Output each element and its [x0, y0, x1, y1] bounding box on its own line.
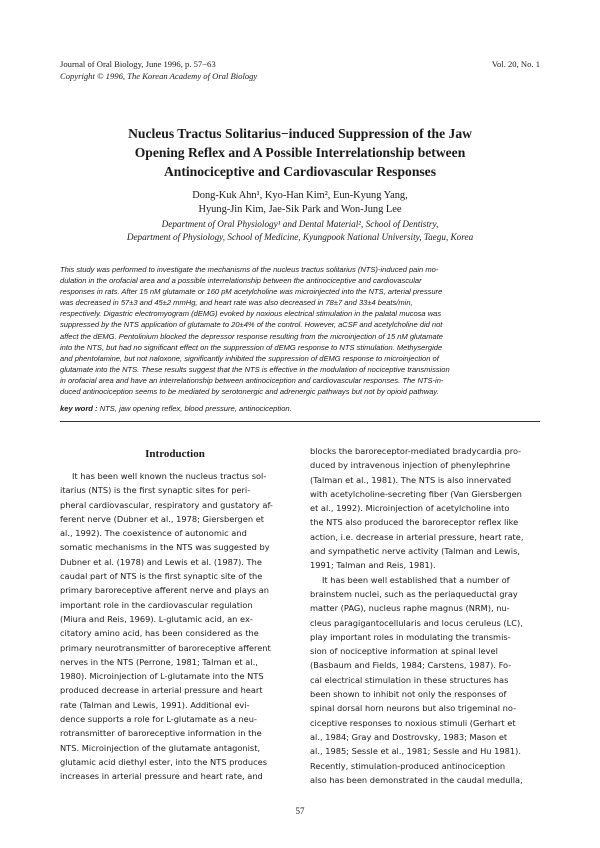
- text-line: affect the dEMG. Pentolinium blocked the depressor response resulting from the microinjection of 15 nM glutamate: [60, 331, 443, 341]
- text-line: important role in the cardiovascular regulation: [60, 599, 253, 610]
- text-line: spinal dorsal horn neurons but also trigeminal no-: [310, 703, 517, 714]
- text-line: responses in rats. After 15 nM glutamate or 160 pM acetylcholine was microinjected into the NTS, arterial pressure: [60, 287, 443, 297]
- keywords: [60, 403, 540, 414]
- author-line: Hyung-Jin Kim, Jae-Sik Park and Won-Jung Lee: [198, 204, 402, 215]
- text-line: 1980). Microinjection of L-glutamate into the NTS: [60, 671, 264, 682]
- author-list: [70, 189, 530, 217]
- text-line: also has been demonstrated in the caudal medulla,: [310, 774, 523, 785]
- text-line: brainstem nuclei, such as the periaqueductal gray: [310, 588, 518, 599]
- text-line: blocks the baroreceptor-mediated bradycardia pro-: [310, 446, 522, 456]
- affiliation-line: Department of Physiology, School of Medicine, Kyungpook National University, Taegu, Korea: [126, 232, 474, 242]
- text-line: 1991; Talman and Reis, 1981).: [310, 560, 436, 571]
- text-line: It has been well known the nucleus tractus sol-: [72, 471, 267, 481]
- text-line: produced decrease in arterial pressure and heart: [60, 685, 263, 696]
- text-line: and sympathetic nerve activity (Talman and Lewis,: [310, 546, 521, 557]
- affiliation-line: Department of Oral Physiology¹ and Dental Material², School of Dentistry,: [161, 219, 439, 229]
- text-line: suppressed by the NTS application of glutamate to 20±4% of the control. However, aCSF and acetylcholine did not: [60, 320, 443, 330]
- text-line: primary neurotransmitter of baroreceptive afferent: [60, 642, 271, 653]
- text-line: cleus paragigantocellularis and locus ceruleus (LC),: [310, 617, 523, 628]
- keywords-label: key word :: [60, 404, 98, 413]
- left-column: [60, 469, 290, 784]
- text-line: been shown to inhibit not only the responses of: [310, 689, 507, 700]
- running-header: [60, 58, 540, 82]
- paper-title: [70, 124, 530, 181]
- text-line: duced by intravenous injection of phenylephrine: [310, 460, 511, 471]
- text-line: glutamic acid diethyl ester, into the NTS produces: [60, 756, 267, 767]
- text-line: matter (PAG), nucleus raphe magnus (NRM), nu-: [310, 603, 510, 614]
- page-number: 57: [295, 806, 305, 816]
- text-line: the NTS also produced the baroreceptor reflex like: [310, 517, 519, 528]
- journal-citation: Journal of Oral Biology, June 1996, p. 57−63: [60, 59, 216, 69]
- text-line: dence supports a role for L-glutamate as a neu-: [60, 714, 257, 725]
- text-line: (Miura and Reis, 1969). L-glutamic acid, an ex-: [60, 613, 253, 624]
- text-line: with acetylcholine-secreting fiber (Van Giersbergen: [310, 488, 522, 499]
- author-line: Dong-Kuk Ahn¹, Kyo-Han Kim², Eun-Kyung Yang,: [192, 190, 408, 201]
- copyright-line: Copyright © 1996, The Korean Academy of Oral Biology: [60, 71, 258, 81]
- text-line: rotransmitter of baroreceptive information in the: [60, 728, 262, 739]
- text-line: dulation in the orofacial area and a possible interrelationship between the antinociceptive and cardiovascular: [60, 276, 422, 286]
- text-line: This study was performed to investigate the mechanisms of the nucleus tractus solitarius (NTS)-induced pain mo-: [60, 265, 439, 274]
- text-line: sion of nociceptive information at spinal level: [310, 646, 498, 657]
- section-heading-introduction: Introduction: [145, 448, 205, 460]
- text-line: rate (Talman and Lewis, 1991). Additional evi-: [60, 699, 250, 710]
- text-line: (Talman et al., 1981). The NTS is also innervated: [310, 474, 512, 485]
- text-line: somatic mechanisms in the NTS was suggested by: [60, 542, 270, 553]
- title-line: Antinociceptive and Cardiovascular Responses: [163, 164, 436, 179]
- text-line: increases in arterial pressure and heart rate, and: [60, 771, 263, 782]
- text-line: citatory amino acid, has been considered as the: [60, 628, 259, 639]
- text-line: It has been well established that a number of: [322, 574, 510, 585]
- text-line: action, i.e. decrease in arterial pressure, heart rate,: [310, 531, 524, 542]
- text-line: itarius (NTS) is the first synaptic sites for peri-: [60, 485, 251, 496]
- text-line: al., 1992). The coexistence of autonomic and: [60, 528, 247, 539]
- text-line: into the NTS, but had no significant effect on the suppression of dEMG response to NTS stimulation. Methysergide: [60, 342, 443, 352]
- text-line: duced antinociception seems to be mediated by serotonergic and adrenergic pathways but not by opioid pathway.: [60, 387, 439, 397]
- text-line: play important roles in modulating the transmis-: [310, 631, 511, 642]
- text-line: et al., 1992). Microinjection of acetylcholine into: [310, 503, 510, 514]
- text-line: NTS. Microinjection of the glutamate antagonist,: [60, 742, 261, 753]
- section-divider: [60, 421, 540, 422]
- text-line: ciceptive responses to noxious stimuli (Gerhart et: [310, 717, 516, 728]
- text-line: pheral cardiovascular, respiratory and gustatory af-: [60, 499, 273, 510]
- text-line: primary baroreceptive afferent nerve and plays an: [60, 585, 269, 596]
- text-line: al., 1985; Sessle et al., 1981; Sessle and Hu 1981).: [310, 746, 521, 757]
- text-line: caudal part of NTS is the first synaptic site of the: [60, 571, 263, 582]
- text-line: Recently, stimulation-produced antinociception: [310, 760, 506, 771]
- abstract: [60, 264, 540, 397]
- text-line: nerves in the NTS (Perrone, 1981; Talman et al.,: [60, 656, 258, 667]
- text-line: respectively. Digastric electromyogram (dEMG) evoked by noxious electrical stimulation in the palatal mucosa was: [60, 309, 442, 319]
- title-line: Nucleus Tractus Solitarius−induced Suppression of the Jaw: [128, 126, 472, 141]
- text-line: was decreased in 57±3 and 45±2 mmHg, and heart rate was also decreased in 78±7 and 33±4 beats/min,: [60, 298, 413, 308]
- title-line: Opening Reflex and A Possible Interrelationship between: [134, 145, 466, 160]
- text-line: cal electrical stimulation in these structures has: [310, 674, 509, 685]
- text-line: in orofacial area and have an interrelationship between antinociception and cardiovascular responses. The NTS-in-: [60, 375, 444, 385]
- text-line: ferent nerve (Dubner et al., 1978; Giersbergen et: [60, 513, 265, 524]
- keywords-text: NTS, jaw opening reflex, blood pressure, antinociception.: [99, 404, 292, 413]
- affiliation: [40, 218, 560, 244]
- text-line: glutamate into the NTS. These results suggest that the NTS is effective in the modulation of nociceptive transmission: [60, 364, 450, 374]
- text-line: and phentolamine, but not naloxone, significantly inhibited the suppression of dEMG response to microinjection of: [60, 353, 439, 363]
- right-column: [310, 444, 540, 787]
- text-line: Dubner et al. (1978) and Lewis et al. (1987). The: [60, 556, 262, 567]
- volume-label: Vol. 20, No. 1: [491, 59, 540, 69]
- text-line: (Basbaum and Fields, 1984; Carstens, 1987). Fo-: [310, 660, 512, 671]
- text-line: al., 1984; Gray and Dostrovsky, 1983; Mason et: [310, 731, 508, 742]
